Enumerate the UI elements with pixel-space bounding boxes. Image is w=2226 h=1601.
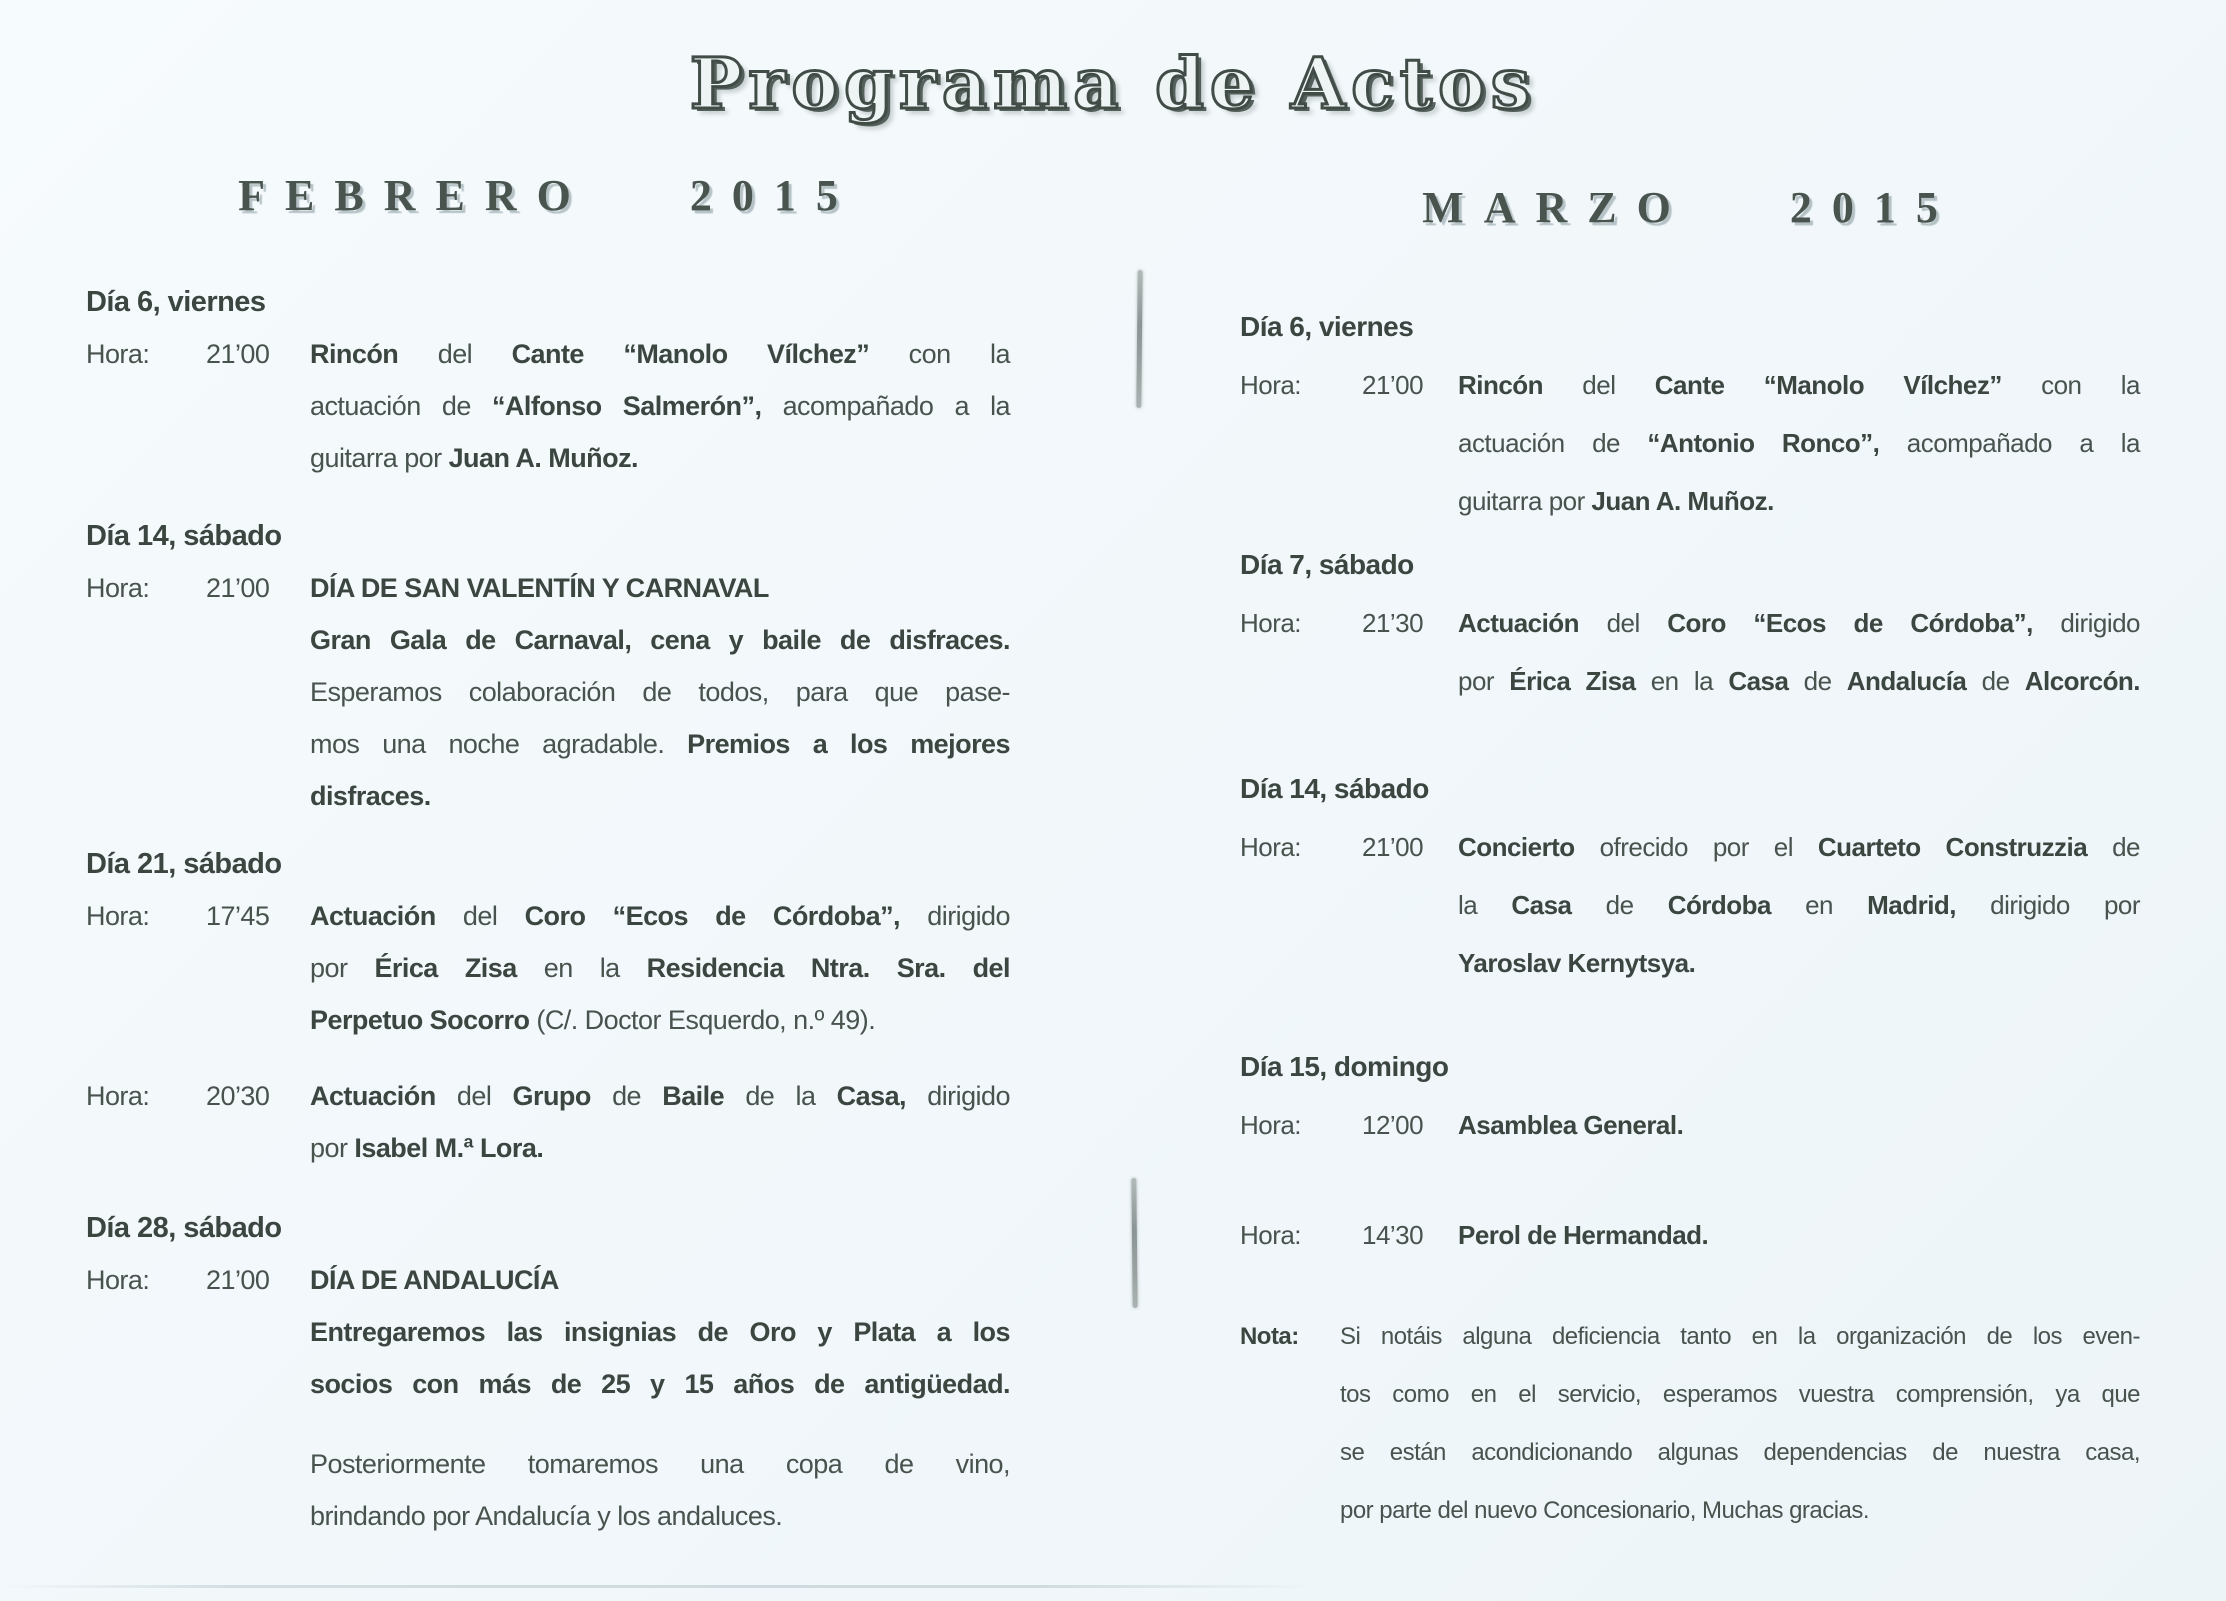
description-indent-spacer xyxy=(86,1438,206,1542)
event-description xyxy=(310,1070,1010,1174)
hora-label: Hora: xyxy=(86,1081,150,1111)
hora-label: Hora: xyxy=(86,1265,150,1295)
hora-label: Hora: xyxy=(1240,1220,1301,1250)
event-description xyxy=(310,890,1010,1046)
month-column-marzo xyxy=(1240,180,2140,1540)
day-heading: Día 14, sábado xyxy=(86,520,282,552)
event-line: la Casa de Córdoba en Madrid, dirigido por xyxy=(1458,890,2141,920)
event-description xyxy=(310,562,1010,822)
hora-label: Hora: xyxy=(86,901,150,931)
description-indent-spacer xyxy=(206,1438,310,1542)
event-row xyxy=(1240,1206,2140,1264)
event-line: actuación de “Alfonso Salmerón”, acompañado a la xyxy=(310,391,1010,421)
event-line: actuación de “Antonio Ronco”, acompañado a la xyxy=(1458,428,2140,458)
event-block xyxy=(86,838,1010,1046)
event-time: 21’00 xyxy=(206,1265,270,1295)
event-line: Actuación del Grupo de Baile de la Casa, dirigido xyxy=(310,1081,1010,1111)
event-block xyxy=(86,510,1010,822)
event-block xyxy=(1240,1206,2140,1264)
hora-label: Hora: xyxy=(1240,1110,1301,1140)
event-line: DÍA DE SAN VALENTÍN Y CARNAVAL xyxy=(310,573,769,603)
event-block xyxy=(86,1070,1010,1174)
event-block xyxy=(1240,536,2140,710)
event-line: disfraces. xyxy=(310,781,431,811)
event-line: Perpetuo Socorro (C/. Doctor Esquerdo, n.º 49). xyxy=(310,1005,876,1035)
event-line: Actuación del Coro “Ecos de Córdoba”, dirigido xyxy=(1458,608,2140,638)
day-heading: Día 7, sábado xyxy=(1240,549,1414,580)
event-line: Rincón del Cante “Manolo Vílchez” con la xyxy=(1458,370,2140,400)
event-block xyxy=(86,1202,1010,1410)
event-block-continuation xyxy=(86,1438,1010,1542)
event-description xyxy=(1458,818,2140,992)
event-line: DÍA DE ANDALUCÍA xyxy=(310,1265,559,1295)
event-row xyxy=(1240,818,2140,992)
event-line: Gran Gala de Carnaval, cena y baile de disfraces. xyxy=(310,625,1010,655)
event-block xyxy=(1240,760,2140,992)
event-description xyxy=(1458,1206,2140,1264)
hora-label: Hora: xyxy=(1240,608,1301,638)
event-line: socios con más de 25 y 15 años de antigüedad. xyxy=(310,1369,1010,1399)
event-time: 21’00 xyxy=(1362,370,1424,400)
event-time: 17’45 xyxy=(206,901,270,931)
day-heading: Día 14, sábado xyxy=(1240,773,1429,804)
event-line: mos una noche agradable. Premios a los mejores xyxy=(310,729,1010,759)
event-time: 20’30 xyxy=(206,1081,270,1111)
event-line: Perol de Hermandad. xyxy=(1458,1220,1709,1250)
event-description xyxy=(1458,1096,2140,1154)
event-row xyxy=(86,1254,1010,1410)
event-time: 21’00 xyxy=(1362,832,1424,862)
staple-mark-bottom xyxy=(1131,1178,1137,1308)
event-block xyxy=(86,276,1010,484)
event-line: por Isabel M.ª Lora. xyxy=(310,1133,544,1163)
note-label: Nota: xyxy=(1240,1323,1299,1350)
event-row xyxy=(86,890,1010,1046)
note-block xyxy=(1240,1308,2140,1540)
hora-label: Hora: xyxy=(1240,832,1301,862)
day-heading: Día 6, viernes xyxy=(86,286,266,318)
event-row xyxy=(86,562,1010,822)
page-title: Programa de Actos xyxy=(689,42,1537,125)
event-line: por Érica Zisa en la Casa de Andalucía de Alcorcón. xyxy=(1458,666,2140,696)
hora-label: Hora: xyxy=(86,339,150,369)
event-line: Posteriormente tomaremos una copa de vino, xyxy=(310,1449,1010,1479)
event-line: Yaroslav Kernytsya. xyxy=(1458,948,1696,978)
event-line: Rincón del Cante “Manolo Vílchez” con la xyxy=(310,339,1010,369)
month-heading-marzo: MARZO 2015 xyxy=(1422,183,1958,232)
event-line: guitarra por Juan A. Muñoz. xyxy=(1458,486,1774,516)
event-time: 14’30 xyxy=(1362,1220,1424,1250)
event-row xyxy=(86,1438,1010,1542)
day-heading: Día 28, sábado xyxy=(86,1212,282,1244)
event-time: 21’30 xyxy=(1362,608,1424,638)
event-row xyxy=(1240,594,2140,710)
note-line: por parte del nuevo Concesionario, Muchas gracias. xyxy=(1340,1497,1869,1524)
day-heading: Día 21, sábado xyxy=(86,848,282,880)
note-line: Si notáis alguna deficiencia tanto en la organización de los even- xyxy=(1340,1323,2140,1350)
event-row xyxy=(86,1070,1010,1174)
event-time: 12’00 xyxy=(1362,1110,1424,1140)
scan-edge-artifact xyxy=(0,1585,1320,1588)
event-line: Esperamos colaboración de todos, para que pase- xyxy=(310,677,1010,707)
hora-label: Hora: xyxy=(86,573,150,603)
event-line: Concierto ofrecido por el Cuarteto Construzzia de xyxy=(1458,832,2140,862)
event-line: guitarra por Juan A. Muñoz. xyxy=(310,443,638,473)
event-description xyxy=(1458,594,2140,710)
note-text xyxy=(1340,1308,2140,1540)
month-column-febrero xyxy=(86,168,1010,1542)
hora-label: Hora: xyxy=(1240,370,1301,400)
event-description xyxy=(310,1254,1010,1410)
month-heading-febrero: FEBRERO 2015 xyxy=(238,171,858,220)
event-line: brindando por Andalucía y los andaluces. xyxy=(310,1501,783,1531)
day-heading: Día 15, domingo xyxy=(1240,1051,1449,1082)
staple-mark-top xyxy=(1136,270,1142,408)
event-time: 21’00 xyxy=(206,339,270,369)
note-line: tos como en el servicio, esperamos vuestra comprensión, ya que xyxy=(1340,1381,2140,1408)
day-heading: Día 6, viernes xyxy=(1240,311,1414,342)
note-line: se están acondicionando algunas dependencias de nuestra casa, xyxy=(1340,1439,2140,1466)
event-block xyxy=(1240,298,2140,530)
event-row xyxy=(1240,1096,2140,1154)
event-description xyxy=(310,328,1010,484)
event-row xyxy=(86,328,1010,484)
event-time: 21’00 xyxy=(206,573,270,603)
event-description xyxy=(1458,356,2140,530)
event-row xyxy=(1240,356,2140,530)
event-line: por Érica Zisa en la Residencia Ntra. Sra. del xyxy=(310,953,1010,983)
event-block xyxy=(1240,1038,2140,1154)
event-line: Actuación del Coro “Ecos de Córdoba”, dirigido xyxy=(310,901,1010,931)
event-description xyxy=(310,1438,1010,1542)
event-line: Asamblea General. xyxy=(1458,1110,1684,1140)
event-line: Entregaremos las insignias de Oro y Plata a los xyxy=(310,1317,1010,1347)
